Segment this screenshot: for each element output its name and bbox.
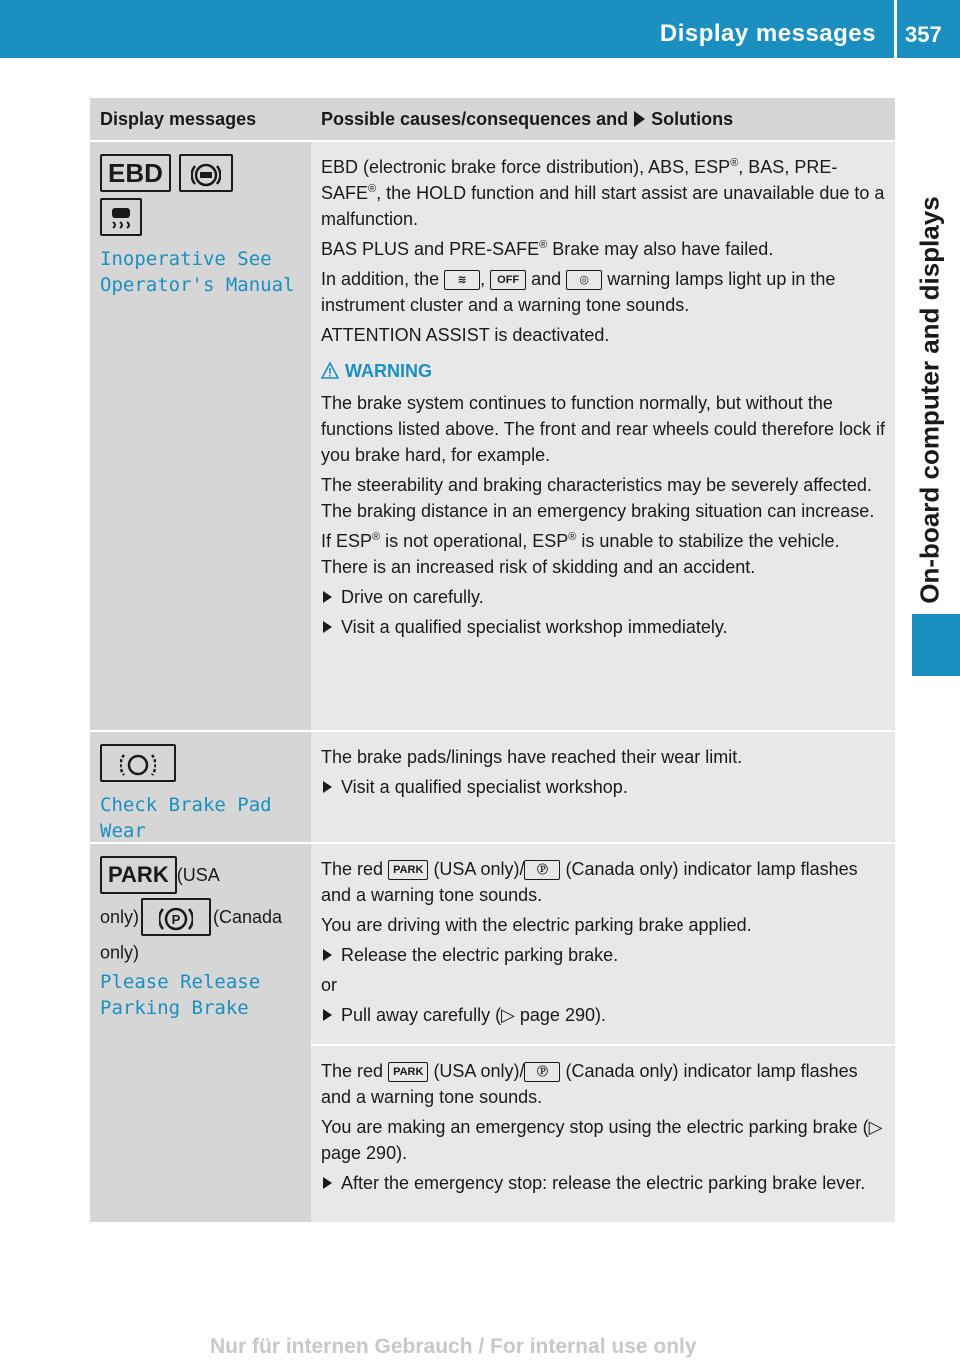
text-span: EBD (electronic brake force distribution), ABS, ESP — [321, 157, 731, 177]
footer-watermark: Nur für internen Gebrauch / For internal use only — [210, 1335, 697, 1358]
text-span: Brake may also have failed. — [547, 239, 774, 259]
text-span: The red — [321, 859, 384, 879]
page-section-title: Display messages — [659, 20, 876, 47]
abs-icon — [179, 154, 233, 192]
text-span: In addition, the — [321, 269, 440, 289]
parking-brake-lamp-icon: Ⓟ — [524, 1062, 560, 1082]
paragraph — [321, 154, 885, 232]
warning-label: WARNING — [345, 361, 432, 381]
registered-mark: ® — [368, 183, 377, 195]
solution-cell — [311, 142, 895, 730]
message-text-line2: Wear — [100, 820, 146, 842]
registered-mark: ® — [568, 531, 577, 543]
text-span: (USA only)/ — [433, 859, 525, 879]
svg-text:P: P — [171, 912, 181, 928]
paragraph — [321, 528, 885, 580]
park-icon: PARK — [100, 856, 177, 894]
arrow-right-icon — [634, 111, 645, 127]
solution-cell — [311, 844, 895, 1222]
parking-brake-icon — [141, 898, 211, 936]
text-span: warning lamps light up in the instrument cluster and a warning tone sounds. — [321, 269, 836, 315]
action-item: Drive on carefully. — [321, 584, 885, 610]
message-text-line2: Parking Brake — [100, 997, 249, 1020]
paragraph: or — [321, 975, 338, 995]
park-lamp-icon: PARK — [388, 860, 428, 880]
table-row — [90, 842, 895, 1222]
col2-header-text-b: Solutions — [651, 108, 734, 129]
text-span: is unable to stabilize the vehicle. There is an increased risk of skidding and an accident. — [321, 531, 840, 577]
solution-cell — [311, 732, 895, 842]
paragraph: The brake system continues to function normally, but without the functions listed above. The front and rear wheels could therefore lock if you brake hard, for example. — [321, 393, 885, 465]
esp-warning-lamp-icon: ≋ — [444, 270, 480, 290]
text-span: (USA only)/ — [433, 1061, 525, 1081]
action-item: Visit a qualified specialist workshop immediately. — [321, 614, 885, 640]
esp-icon — [100, 198, 142, 236]
park-lamp-icon: PARK — [388, 1062, 428, 1082]
page-number: 357 — [905, 22, 942, 47]
paragraph: ATTENTION ASSIST is deactivated. — [321, 325, 610, 345]
paragraph: You are making an emergency stop using the electric parking brake (▷ page 290). — [321, 1117, 883, 1163]
text-span: (Canada only) indicator lamp flashes and a warning tone sounds. — [321, 859, 858, 905]
message-cell — [90, 844, 311, 1222]
action-item: After the emergency stop: release the electric parking brake lever. — [321, 1170, 885, 1196]
text-span: only) — [100, 907, 140, 927]
paragraph: The steerability and braking characteristics may be severely affected. The braking distance in an emergency braking situation can increase. — [321, 475, 875, 521]
display-messages-table — [90, 98, 895, 1222]
text-span: The red — [321, 1061, 384, 1081]
message-cell — [90, 142, 311, 730]
text-span: (Canada only) indicator lamp flashes and a warning tone sounds. — [321, 1061, 858, 1107]
warning-heading — [321, 358, 885, 384]
text-span: (Canada — [213, 907, 283, 927]
parking-brake-lamp-icon: Ⓟ — [524, 860, 560, 880]
solution-subsection — [311, 1044, 895, 1196]
registered-mark: ® — [372, 531, 381, 543]
text-span: BAS PLUS and PRE-SAFE — [321, 239, 540, 259]
message-text-line1: Check Brake Pad — [100, 794, 272, 816]
col2-header — [311, 109, 895, 130]
paragraph — [321, 236, 885, 262]
header-divider — [894, 0, 897, 58]
text-span: , BAS, PRE-SAFE — [321, 157, 838, 203]
message-text-line1: Please Release — [100, 971, 261, 994]
text-span: If ESP — [321, 531, 373, 551]
col1-header: Display messages — [100, 108, 257, 129]
message-cell — [90, 732, 311, 842]
registered-mark: ® — [730, 157, 739, 169]
paragraph — [321, 1058, 885, 1110]
paragraph: The brake pads/linings have reached their wear limit. — [321, 747, 743, 767]
ebd-icon: EBD — [100, 154, 171, 192]
warning-triangle-icon — [321, 362, 339, 380]
text-span: and — [531, 269, 562, 289]
brake-pad-wear-icon — [100, 744, 176, 782]
message-text-line2: Operator's Manual — [100, 274, 295, 296]
action-item: Release the electric parking brake. — [321, 942, 885, 968]
action-item: Visit a qualified specialist workshop. — [321, 774, 885, 800]
paragraph: You are driving with the electric parking brake applied. — [321, 915, 752, 935]
registered-mark: ® — [539, 239, 548, 251]
table-header — [90, 98, 895, 140]
text-span: is not operational, ESP — [380, 531, 569, 551]
col2-header-text-a: Possible causes/consequences and — [321, 108, 629, 129]
paragraph — [321, 856, 885, 908]
esp-off-lamp-icon: OFF — [490, 270, 526, 290]
text-span: (USA — [176, 865, 220, 885]
table-row — [90, 140, 895, 730]
text-span: , — [480, 269, 486, 289]
side-tab-marker — [912, 614, 960, 676]
text-span: , the HOLD function and hill start assist are unavailable due to a malfunction. — [321, 183, 885, 229]
message-text-line1: Inoperative See — [100, 248, 272, 270]
side-tab-label: On-board computer and displays — [914, 196, 945, 604]
text-span: only) — [100, 942, 140, 963]
paragraph — [321, 266, 885, 318]
table-row — [90, 730, 895, 842]
action-item: Pull away carefully (▷ page 290). — [321, 1002, 885, 1028]
abs-lamp-icon: ◎ — [566, 270, 602, 290]
